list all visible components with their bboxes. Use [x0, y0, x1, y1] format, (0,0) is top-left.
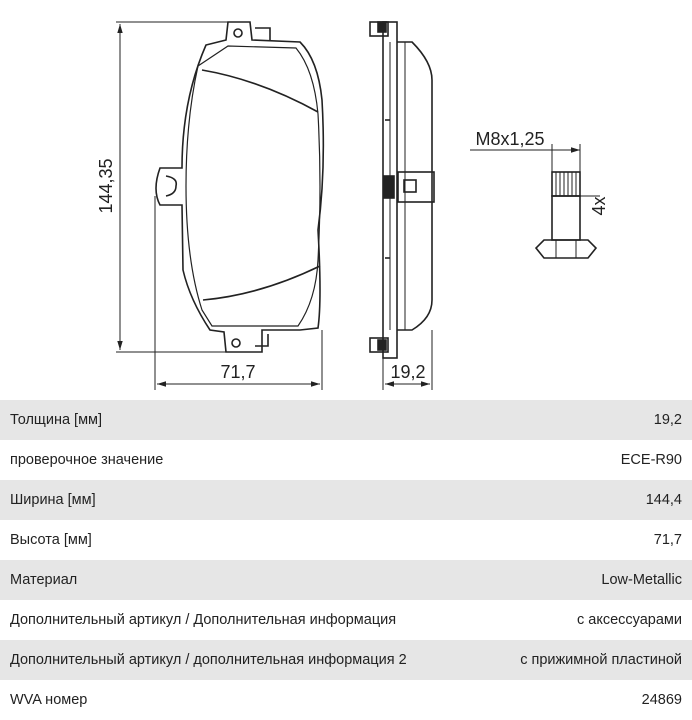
- spec-label: Материал: [10, 572, 78, 588]
- dim-thickness-label: 19,2: [390, 362, 426, 382]
- specs-table: [0, 400, 692, 720]
- spec-label: Ширина [мм]: [10, 492, 96, 508]
- dimension-lines: [116, 22, 600, 390]
- pad-side-view: [370, 22, 434, 358]
- spec-row-wva-number: [0, 680, 692, 720]
- spec-row-test-value: [0, 440, 692, 480]
- spec-label: Высота [мм]: [10, 532, 92, 548]
- spec-row-height: [0, 520, 692, 560]
- spec-row-material: [0, 560, 692, 600]
- spec-value: 144,4: [645, 492, 682, 508]
- spec-value: 19,2: [653, 412, 682, 428]
- spec-value: Low-Metallic: [601, 572, 682, 588]
- count-label: 4x: [589, 196, 609, 216]
- thread-label: M8x1,25: [475, 129, 545, 149]
- spec-value: ECE-R90: [620, 452, 682, 468]
- spec-label: Дополнительный артикул / дополнительная информация 2: [10, 652, 407, 668]
- spec-label: Дополнительный артикул / Дополнительная информация: [10, 612, 397, 628]
- spec-row-width: [0, 480, 692, 520]
- pad-front-view: [156, 22, 323, 352]
- spec-label: проверочное значение: [10, 452, 164, 468]
- spec-value: с аксессуарами: [576, 612, 682, 628]
- dim-height-label: 144,35: [96, 158, 116, 214]
- spec-row-additional-info: [0, 600, 692, 640]
- spec-row-additional-info-2: [0, 640, 692, 680]
- spec-label: WVA номер: [10, 692, 88, 708]
- spec-value: 71,7: [653, 532, 682, 548]
- spec-row-thickness: [0, 400, 692, 440]
- dim-width-label: 71,7: [220, 362, 256, 382]
- bolt-detail: [536, 172, 596, 258]
- spec-value: 24869: [641, 692, 682, 708]
- spec-label: Толщина [мм]: [10, 412, 103, 428]
- spec-value: с прижимной пластиной: [520, 652, 682, 668]
